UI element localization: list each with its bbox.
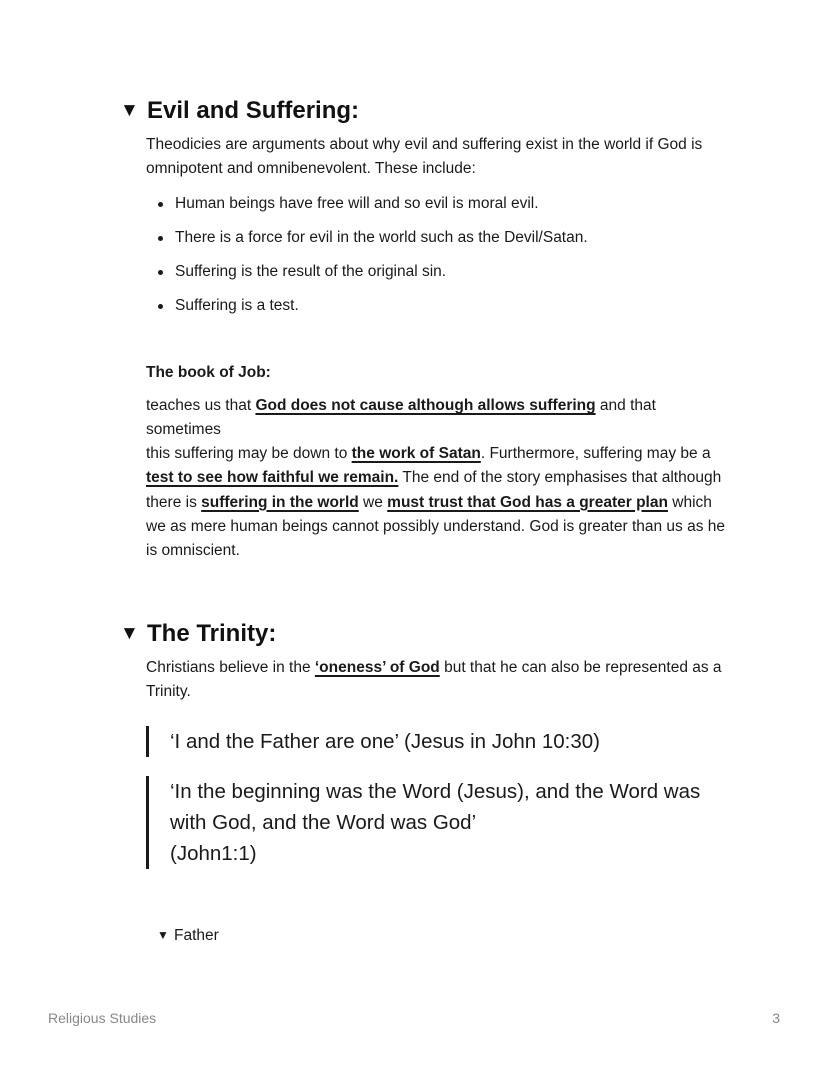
father-toggle[interactable] — [157, 924, 219, 947]
quote-john-10-30 — [146, 726, 760, 757]
list-item: Suffering is the result of the original sin. — [146, 260, 588, 294]
underlined-phrase: the work of Satan — [351, 445, 481, 462]
quote-text: ‘I and the Father are one’ (Jesus in John 10:30) — [170, 730, 600, 753]
list-item: There is a force for evil in the world such as the Devil/Satan. — [146, 226, 588, 260]
quote-citation: (John1:1) — [170, 842, 257, 865]
section-title: Evil and Suffering: — [147, 97, 360, 124]
evil-and-suffering-toggle[interactable] — [120, 96, 359, 126]
text-run: Christians believe in the — [146, 659, 315, 676]
trinity-intro — [146, 656, 736, 705]
underlined-phrase: suffering in the world — [201, 493, 359, 511]
trinity-toggle[interactable] — [120, 619, 276, 649]
list-item: Human beings have free will and so evil is moral evil. — [146, 192, 588, 226]
underlined-phrase: must trust that God has a greater plan — [387, 493, 668, 511]
text-run: teaches us that — [146, 397, 256, 414]
text-run: . Furthermore, suffering may be a — [480, 445, 711, 462]
toggle-triangle-icon[interactable]: ▼ — [120, 623, 139, 644]
footer-page-number: 3 — [772, 1010, 780, 1026]
text-run: and that sometimes — [146, 397, 656, 439]
quote-text: ‘In the beginning was the Word (Jesus), and the Word was with God, and the Word was God’ — [170, 780, 701, 834]
book-of-job-heading: The book of Job: — [146, 364, 271, 381]
underlined-phrase: God does not cause although allows suffering — [255, 397, 596, 414]
job-paragraph-1 — [146, 394, 706, 443]
theodicies-list — [146, 192, 588, 328]
toggle-triangle-icon[interactable]: ▼ — [120, 100, 139, 121]
underlined-phrase: ‘oneness’ of God — [314, 659, 440, 676]
text-run: this suffering may be down to — [146, 445, 352, 462]
quote-john-1-1 — [146, 776, 730, 869]
text-run: but that he can also be represented as a Trinity. — [146, 659, 722, 701]
text-run: which we as mere human beings cannot possibly understand. God is greater than us as he is omniscient. — [146, 493, 726, 560]
theodicies-intro: Theodicies are arguments about why evil and suffering exist in the world if God is omnipotent and omnibenevolent. These include: — [146, 136, 703, 178]
toggle-triangle-icon[interactable]: ▼ — [157, 928, 169, 942]
underlined-phrase: test to see how faithful we remain. — [146, 469, 399, 487]
text-run: we — [358, 493, 388, 511]
job-paragraph-2 — [146, 442, 732, 563]
toggle-label: Father — [174, 927, 219, 944]
text-run: The end of the story emphasises that although there is — [146, 469, 722, 511]
section-title: The Trinity: — [147, 620, 277, 647]
footer-document-title: Religious Studies — [48, 1010, 157, 1026]
list-item: Suffering is a test. — [146, 294, 588, 328]
